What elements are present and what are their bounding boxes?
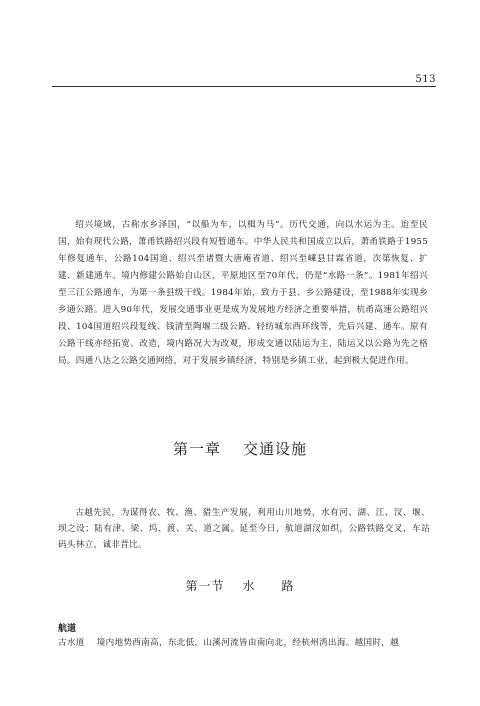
- header-rule: [52, 86, 436, 87]
- page-number: 513: [415, 74, 436, 85]
- entry-text: 境内地势西南高，东北低，山溪河流皆由南向北，经杭州湾出海。越国时，越: [96, 638, 400, 648]
- entry-paragraph: [58, 635, 438, 651]
- chapter-number: 第一章: [172, 440, 221, 458]
- section-number: 第一节: [185, 579, 225, 593]
- chapter-name: 交通设施: [243, 440, 308, 458]
- entry-term: 古水道: [58, 638, 85, 648]
- section-name-part-1: 水: [242, 579, 256, 593]
- chapter-title: [0, 438, 480, 459]
- subsection-heading: 航道: [58, 624, 77, 634]
- chapter-intro-paragraph: 古越先民，为谋得农、牧、渔、猎生产发展，利用山川地势，水有河、湖、江、汊、堰、坝之设；陆有津、梁、坞、渡、关、道之属。延至今日，航道湖汊如织，公路铁路交叉，车站码头林立，诚非昔比。: [58, 508, 430, 550]
- section-name-part-2: 路: [281, 579, 295, 593]
- intro-paragraph: 绍兴境域，古称水乡泽国，“以船为车，以楫为马”。历代交通，向以水运为主。迨至民国，始有现代公路，萧甬铁路绍兴段有短暂通车。中华人民共和国成立以后，萧甬铁路于1955年修复通车，公路104国道、绍兴至诸暨大唐庵省道、绍兴至嵊县甘霖省道，次第恢复、扩建、新建通车。境内修建公路始自山区，平原地区至70年代，仍是“水路一条”。1981年绍兴至三江公路通车，为第一条县级干线。1984年始，致力于县、乡公路建设，至1988年实现乡乡通公路。进入90年代，发展交通事业更是成为发展地方经济之重要举措，杭甬高速公路绍兴段、104国道绍兴段复线、钱清至陶堰二级公路、轻纺城东西环线等，先后兴建、通车。原有公路干线亦经拓宽、改造，境内路况大为改观，形成交通以陆运为主，陆运又以公路为先之格局。四通八达之公路交通网络，对于发展乡镇经济，特别是乡镇工业，起到极大促进作用。: [58, 220, 428, 366]
- section-title: [0, 577, 480, 594]
